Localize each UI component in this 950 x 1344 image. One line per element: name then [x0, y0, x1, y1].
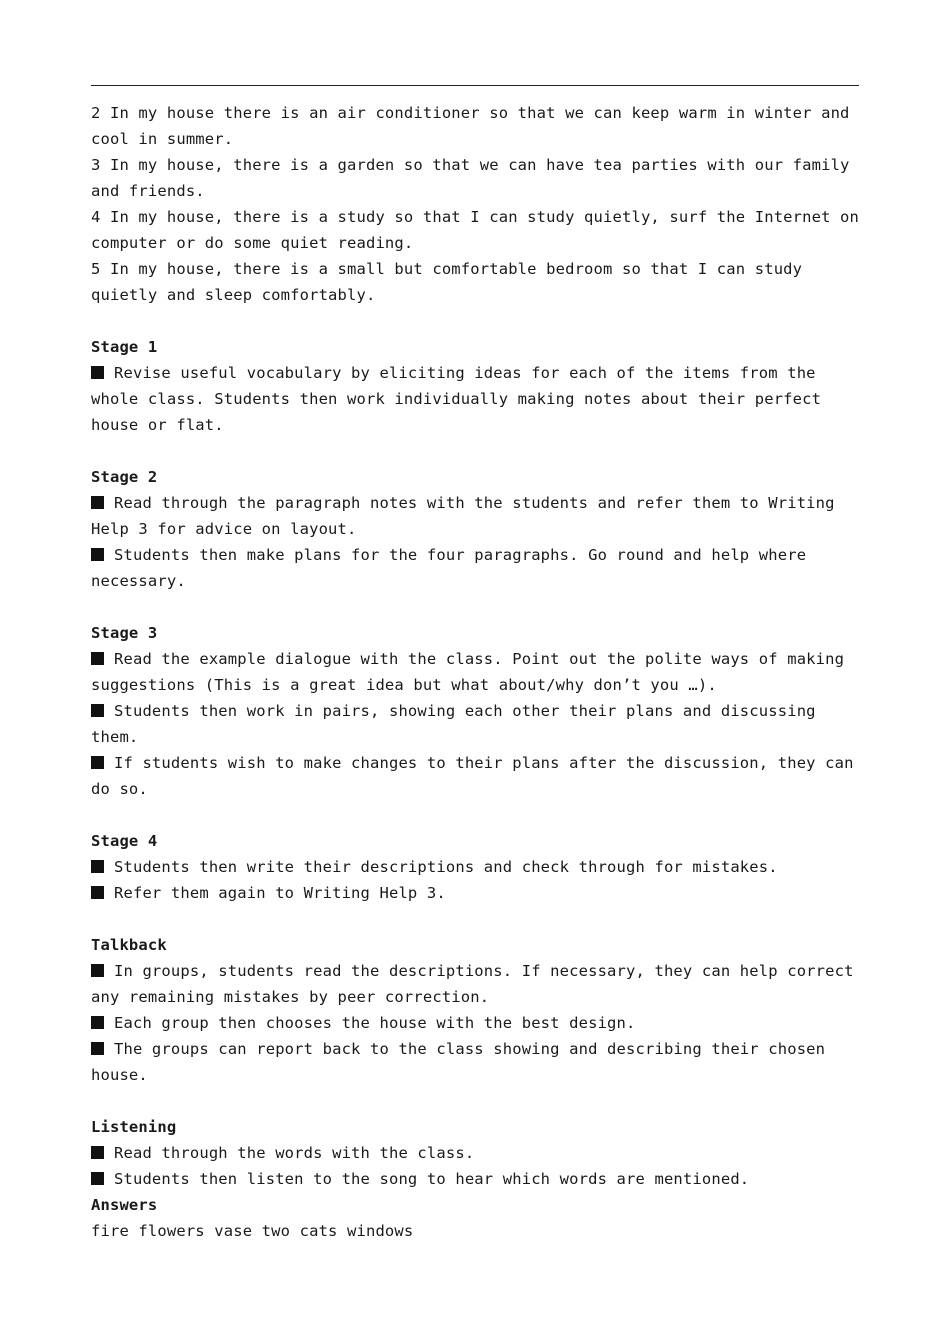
document-body [91, 100, 869, 1244]
intro-line-2: 2 In my house there is an air conditioner so that we can keep warm in winter and cool in summer. [91, 104, 860, 148]
square-bullet-icon [91, 756, 104, 769]
square-bullet-icon [91, 964, 104, 977]
square-bullet-icon [91, 886, 104, 899]
stage4-bullet: Students then write their descriptions and check through for mistakes. [91, 854, 866, 880]
square-bullet-icon [91, 548, 104, 561]
stage3-bullet: Students then work in pairs, showing each other their plans and discussing them. [91, 702, 826, 746]
square-bullet-icon [91, 1146, 104, 1159]
stage2-bullet: Students then make plans for the four paragraphs. Go round and help where necessary. [91, 546, 816, 590]
talkback-section [91, 932, 866, 1088]
square-bullet-icon [91, 652, 104, 665]
stage3-bullet: Read the example dialogue with the class. Point out the polite ways of making suggestions (This is a great idea but what about/why don’t you …). [91, 650, 854, 694]
stage2-bullet: Read through the paragraph notes with the students and refer them to Writing Help 3 for advice on layout. [91, 494, 845, 538]
stage1-heading: Stage 1 [91, 338, 158, 356]
listening-heading: Listening [91, 1118, 177, 1136]
stage2-heading: Stage 2 [91, 468, 158, 486]
stage3-heading: Stage 3 [91, 624, 158, 642]
answers-text: fire flowers vase two cats windows [91, 1222, 414, 1240]
stage2-section [91, 464, 866, 594]
intro-line-3: 3 In my house, there is a garden so that we can have tea parties with our family and friends. [91, 156, 860, 200]
stage4-heading: Stage 4 [91, 832, 158, 850]
stage3-bullet: If students wish to make changes to their plans after the discussion, they can do so. [91, 754, 864, 798]
stage4-bullet: Refer them again to Writing Help 3. [91, 880, 866, 906]
intro-line-5: 5 In my house, there is a small but comfortable bedroom so that I can study quietly and sleep comfortably. [91, 260, 812, 304]
square-bullet-icon [91, 496, 104, 509]
square-bullet-icon [91, 1016, 104, 1029]
intro-section [91, 100, 869, 308]
listening-section [91, 1114, 866, 1244]
talkback-bullet: Each group then chooses the house with the best design. [91, 1010, 866, 1036]
talkback-bullet: The groups can report back to the class showing and describing their chosen house. [91, 1040, 835, 1084]
listening-bullet: Students then listen to the song to hear which words are mentioned. [91, 1166, 866, 1192]
square-bullet-icon [91, 860, 104, 873]
square-bullet-icon [91, 1172, 104, 1185]
listening-bullet: Read through the words with the class. [91, 1140, 866, 1166]
square-bullet-icon [91, 704, 104, 717]
top-rule [91, 85, 859, 86]
talkback-bullet: In groups, students read the descriptions. If necessary, they can help correct any remaining mistakes by peer correction. [91, 962, 864, 1006]
square-bullet-icon [91, 366, 104, 379]
stage4-section [91, 828, 866, 906]
square-bullet-icon [91, 1042, 104, 1055]
intro-line-4: 4 In my house, there is a study so that I can study quietly, surf the Internet on computer or do some quiet reading. [91, 208, 869, 252]
answers-heading: Answers [91, 1196, 158, 1214]
stage1-section [91, 334, 866, 438]
talkback-heading: Talkback [91, 936, 167, 954]
stage1-bullet: Revise useful vocabulary by eliciting ideas for each of the items from the whole class. Students then work individually making notes about their perfect house or flat. [91, 364, 831, 434]
stage3-section [91, 620, 866, 802]
